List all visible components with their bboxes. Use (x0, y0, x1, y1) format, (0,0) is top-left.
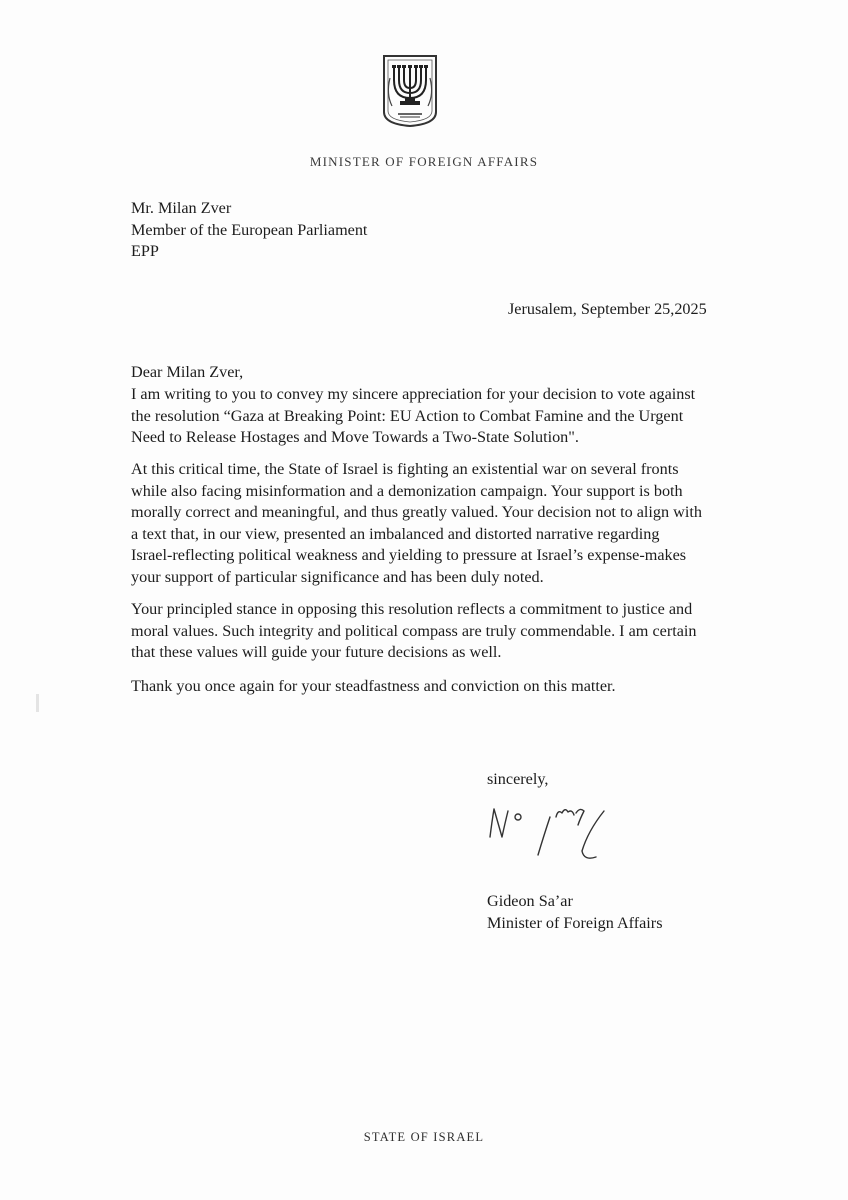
paragraph-line: morally correct and meaningful, and thus greatly valued. Your decision not to align with (131, 503, 702, 521)
paragraph-line: Your principled stance in opposing this resolution reflects a commitment to justice and (131, 600, 693, 618)
body-paragraph-2 (131, 459, 731, 588)
paragraph-line: the resolution “Gaza at Breaking Point: EU Action to Combat Famine and the Urgent (131, 406, 684, 425)
body-paragraph-3 (131, 599, 731, 664)
signer-block (487, 891, 663, 934)
body-paragraph-1 (131, 384, 731, 449)
closing: sincerely, (487, 770, 549, 788)
footer: STATE OF ISRAEL (363, 1130, 485, 1144)
recipient-name: Mr. Milan Zver (131, 199, 232, 217)
signer-title: Minister of Foreign Affairs (487, 913, 663, 932)
paragraph-line: that these values will guide your future decisions as well. (131, 643, 502, 661)
recipient-party: EPP (131, 242, 159, 260)
ministry-header: MINISTER OF FOREIGN AFFAIRS (309, 154, 539, 169)
menorah-emblem-icon (378, 54, 442, 128)
body-paragraph-4 (131, 676, 731, 698)
scan-artifact (36, 694, 39, 712)
handwritten-signature-icon (480, 795, 620, 875)
paragraph-line: moral values. Such integrity and political compass are truly commendable. I am certain (131, 621, 697, 640)
salutation: Dear Milan Zver, (131, 363, 244, 381)
paragraph-line: your support of particular significance and has been duly noted. (131, 567, 544, 586)
paragraph-line: I am writing to you to convey my sincere appreciation for your decision to vote against (131, 385, 696, 403)
paragraph-line: a text that, in our view, presented an imbalanced and distorted narrative regarding (131, 524, 660, 543)
paragraph-line: At this critical time, the State of Israel is fighting an existential war on several fronts (131, 460, 679, 478)
paragraph-line: Israel-reflecting political weakness and yielding to pressure at Israel’s expense-makes (131, 546, 687, 564)
paragraph-line: Need to Release Hostages and Move Towards a Two-State Solution". (131, 428, 579, 446)
paragraph-line: Thank you once again for your steadfastness and conviction on this matter. (131, 677, 616, 695)
recipient-title: Member of the European Parliament (131, 220, 368, 239)
signer-name: Gideon Sa’ar (487, 892, 573, 910)
date-line: Jerusalem, September 25,2025 (508, 300, 707, 318)
paragraph-line: while also facing misinformation and a demonization campaign. Your support is both (131, 481, 683, 500)
recipient-block (131, 198, 367, 263)
